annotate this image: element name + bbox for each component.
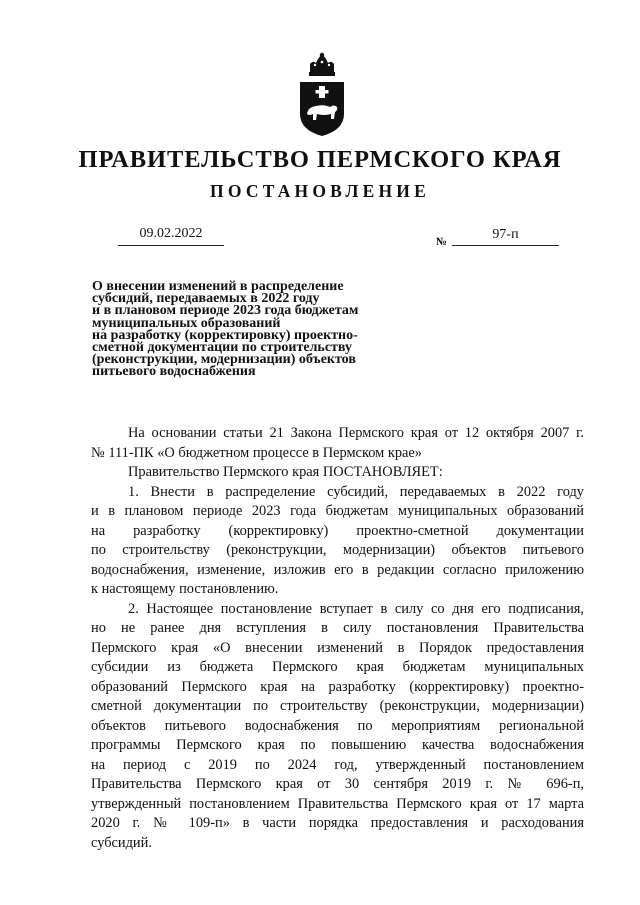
subject-line: (реконструкции, модернизации) объектов (92, 352, 356, 368)
body-line: 2. Настоящее постановление вступает в силу со дня его подписания, (128, 600, 584, 617)
subject-line: на разработку (корректировку) проектно- (92, 327, 358, 343)
number-sign: № (436, 236, 448, 248)
document-subject (92, 281, 392, 379)
body-line: по строительству (реконструкции, модернизации) объектов питьевого (91, 542, 584, 558)
subject-line: субсидий, передаваемых в 2022 году (92, 291, 320, 307)
body-line: субсидии из бюджета Пермского края бюджетам муниципальных (91, 659, 584, 675)
organization-title: ПРАВИТЕЛЬСТВО ПЕРМСКОГО КРАЯ (78, 146, 562, 173)
document-body (91, 424, 584, 853)
body-line: водоснабжения, изменение, изложив его в редакции согласно приложению (91, 561, 584, 578)
body-line: Правительства Пермского края от 30 сентября 2019 г. № 696-п, (91, 776, 584, 792)
subject-line: и в плановом периоде 2023 года бюджетам (92, 303, 359, 319)
body-line: субсидий. (91, 834, 152, 851)
body-line: сметной документации по строительству (реконструкции, модернизации) (91, 698, 584, 714)
body-line: На основании статьи 21 Закона Пермского края от 12 октября 2007 г. (128, 425, 584, 441)
subject-line: питьевого водоснабжения (92, 364, 256, 380)
body-line: № 111-ПК «О бюджетном процессе в Пермском крае» (91, 444, 422, 461)
body-line: объектов питьевого водоснабжения по мероприятиям региональной (91, 717, 584, 734)
body-line: Пермского края «О внесении изменений в Порядок предоставления (91, 639, 584, 656)
body-line: образований Пермского края на разработку (корректировку) проектно- (91, 678, 584, 695)
body-line: программы Пермского края по повышению качества водоснабжения (91, 737, 584, 753)
document-date: 09.02.2022 (118, 225, 224, 246)
body-line: 1. Внести в распределение субсидий, передаваемых в 2022 году (128, 483, 584, 500)
body-line: на период с 2019 по 2024 год, утвержденный постановлением (91, 756, 584, 773)
subject-line: сметной документации по строительству (92, 340, 353, 356)
body-line: и в плановом периоде 2023 года бюджетам муниципальных образований (91, 503, 584, 519)
body-line: 2020 г. № 109-п» в части порядка предоставления и расходования (91, 815, 584, 831)
document-type: ПОСТАНОВЛЕНИЕ (210, 181, 430, 201)
subject-line: О внесении изменений в распределение (92, 279, 344, 294)
body-line: к настоящему постановлению. (91, 581, 279, 597)
perm-krai-coat-of-arms-icon (296, 52, 348, 138)
body-line: утвержденный постановлением Правительства Пермского края от 17 марта (91, 795, 584, 812)
body-line: на разработку (корректировку) проектно-сметной документации (91, 522, 584, 539)
body-line: но не ранее дня вступления в силу постановления Правительства (91, 620, 584, 636)
document-number: 97-п (452, 226, 559, 246)
subject-line: муниципальных образований (92, 315, 281, 331)
body-line: Правительство Пермского края ПОСТАНОВЛЯЕТ: (128, 464, 443, 480)
